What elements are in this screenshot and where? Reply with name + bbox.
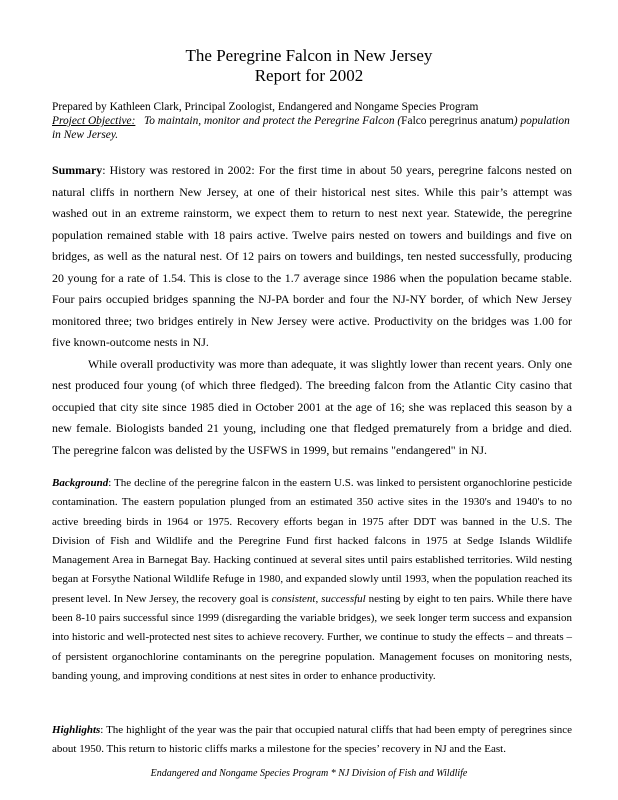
background-section (52, 474, 572, 686)
summary-section (52, 160, 572, 461)
objective-text-1: To maintain, monitor and protect the Peregrine Falcon ( (143, 115, 402, 127)
goal-successful: successful (321, 592, 366, 605)
summary-paragraph-2: While overall productivity was more than adequate, it was slightly lower than recent years. Only one nest produced four young (of which three fledged). The breeding falcon from the Atlantic City casino that occupied that city site since 1985 died in October 2001 at the age of 16; she was replaced this season by a new female. Biologists banded 21 young, including one that fledged prematurely from a bridge and died. The peregrine falcon was delisted by the USFWS in 1999, but remains "endangered" in NJ. (52, 356, 572, 457)
species-name: Falco peregrinus anatum (401, 115, 514, 127)
author-line: Prepared by Kathleen Clark, Principal Zoologist, Endangered and Nongame Species Program (52, 101, 479, 113)
highlights-heading: Highlights (52, 724, 101, 736)
highlights-section (52, 721, 572, 760)
summary-text-1: : History was restored in 2002: For the first time in about 50 years, peregrine falcons nested on natural cliffs in northern New Jersey, at one of their historical nest sites. While this pair’s attempt was washed out in an extreme rainstorm, we expect them to return to nest next year. Statewide, the peregrine population remained stable with 18 pairs active. Twelve pairs nested on towers and buildings and five on bridges, as well as the natural nest. Of 12 pairs on towers and buildings, ten nested successfully, producing 20 young for a rate of 1.54. This is close to the 1.7 average since 1986 when the population became stable. Four pairs occupied bridges spanning the NJ-PA border and four the NJ-NY border, of which New Jersey monitored three; two bridges entirely in New Jersey were active. Productivity on the bridges was 1.00 for five known-outcome nests in NJ. (52, 163, 572, 349)
project-objective (52, 114, 572, 142)
title-line-1: The Peregrine Falcon in New Jersey (185, 46, 433, 65)
highlights-paragraph (52, 721, 572, 760)
page-footer: Endangered and Nongame Species Program * NJ Division of Fish and Wildlife (150, 768, 468, 779)
objective-label: Project Objective: (52, 115, 136, 127)
objective-text-2: ) population in New Jersey. (52, 115, 570, 141)
summary-paragraph-1 (52, 160, 572, 354)
goal-consistent: consistent (271, 592, 316, 605)
document-title (0, 46, 618, 86)
highlights-text: : The highlight of the year was the pair that occupied natural cliffs that had been empty of peregrines since about 1950. This return to historic cliffs marks a milestone for the species’ recovery in NJ and the East. (52, 724, 572, 756)
background-paragraph (52, 474, 572, 686)
title-line-2: Report for 2002 (254, 66, 364, 85)
background-heading: Background (52, 477, 109, 489)
background-text-2: nesting by eight to ten pairs. While there have been 8-10 pairs successful since 1999 (disregarding the variable bridges), we seek longer term success and expansion into historic and well-protected nest sites to achieve recovery. Further, we continue to study the effects – and threats – of persistent organochlorine contaminants on the peregrine population. Management focuses on monitoring nests, banding young, and improving conditions at nest sites in order to enhance productivity. (52, 592, 572, 682)
prepared-by-block (52, 100, 572, 142)
summary-heading: Summary (52, 163, 103, 177)
background-text-1: : The decline of the peregrine falcon in the eastern U.S. was linked to persistent organochlorine pesticide contamination. The eastern population plunged from an estimated 350 active sites in the 1930's and 1940's to no active breeding birds in 1964 or 1975. Recovery efforts began in 1975 after DDT was banned in the U.S. The Division of Fish and Wildlife and the Peregrine Fund first hacked falcons in 1975 at Sedge Islands Wildlife Management Area in Barnegat Bay. Hacking continued at several sites until pairs established territories. Wild nesting began at Forsythe National Wildlife Refuge in 1980, and expanded slowly until 1993, when the population reached its present level. In New Jersey, the recovery goal is (52, 477, 572, 605)
goal-comma: , (315, 592, 322, 605)
